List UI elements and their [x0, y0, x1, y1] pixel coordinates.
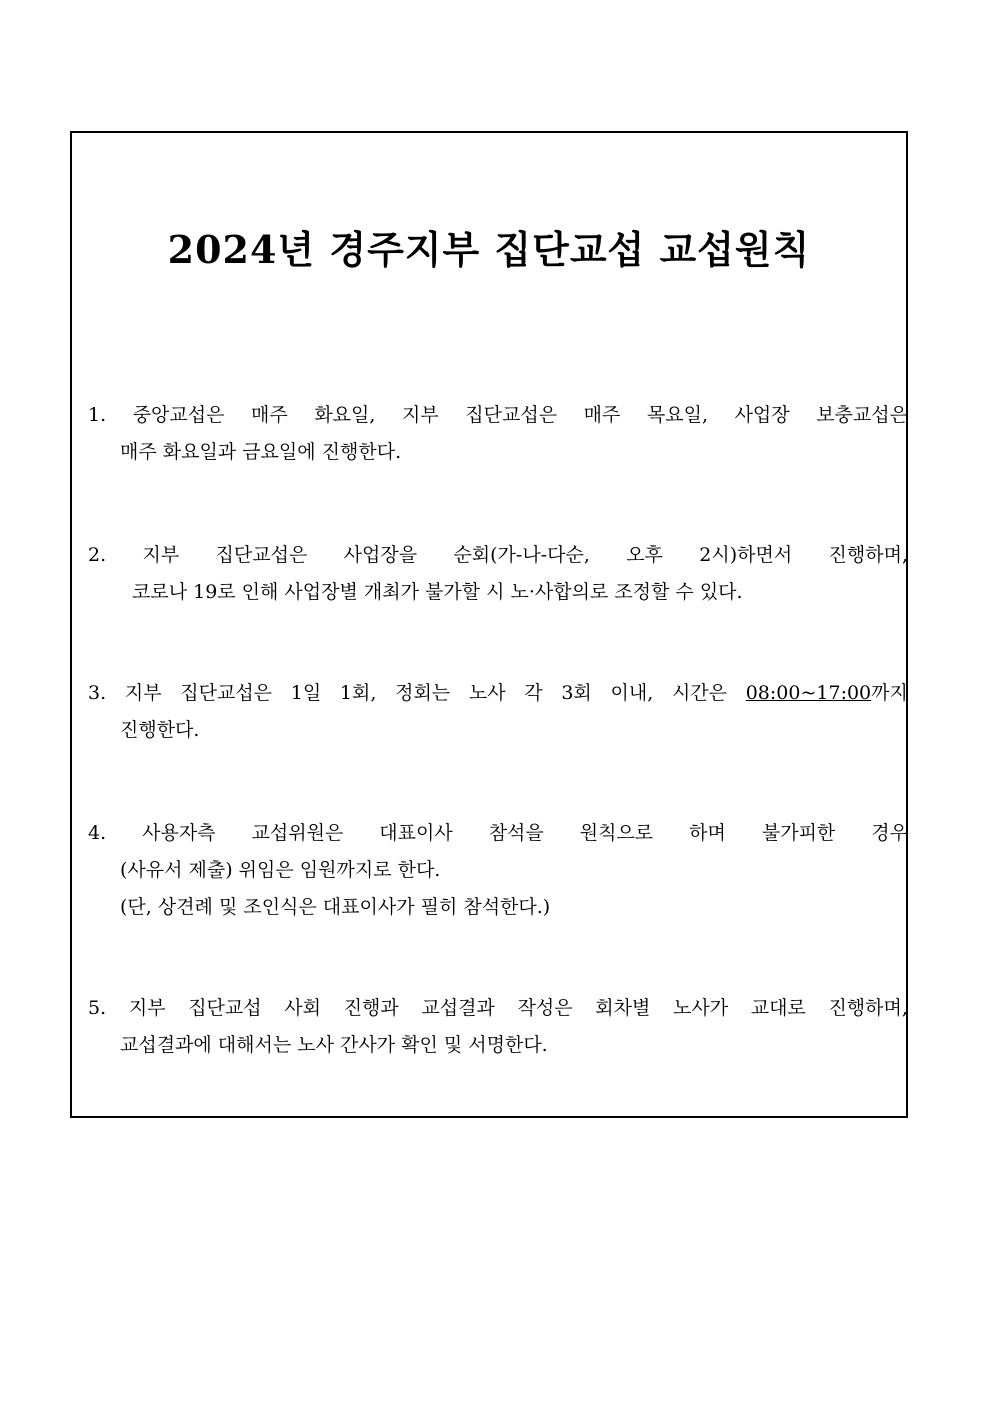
word: 노사 — [468, 682, 506, 704]
document-title: 2024년 경주지부 집단교섭 교섭원칙 — [167, 227, 811, 272]
principle-item-2 — [88, 537, 908, 611]
item-4-line-1 — [88, 815, 908, 852]
word: 집단교섭 — [188, 997, 262, 1019]
principle-item-1 — [88, 397, 908, 471]
word: 작성은 — [517, 997, 573, 1019]
word: 진행과 — [343, 997, 399, 1019]
word: 교섭위원은 — [251, 822, 344, 844]
document-frame — [70, 131, 908, 1118]
item-5-line-2: 교섭결과에 대해서는 노사 간사가 확인 및 서명한다. — [120, 1034, 548, 1056]
item-3-line-2: 진행한다. — [120, 719, 200, 741]
word: 순회(가-나-다순, — [453, 544, 590, 566]
item-number: 5. — [88, 997, 107, 1019]
word: 불가피한 — [761, 822, 836, 844]
word: 매주 — [251, 404, 288, 426]
word: 시간은 — [671, 682, 728, 704]
principle-item-3 — [88, 675, 908, 749]
word: 지부 — [142, 544, 180, 566]
word: 지부 — [128, 997, 166, 1019]
word: 매주 — [583, 404, 621, 426]
word: 하며 — [689, 822, 726, 844]
word: 노사가 — [672, 997, 729, 1019]
word: 원칙으로 — [579, 822, 654, 844]
word: 회차별 — [595, 997, 651, 1019]
item-4-line-3: (단, 상견례 및 조인식은 대표이사가 필히 참석한다.) — [120, 896, 551, 918]
time-range — [746, 675, 908, 712]
word: 집단교섭은 — [180, 682, 273, 704]
word: 집단교섭은 — [215, 544, 308, 566]
item-number: 4. — [88, 822, 107, 844]
item-4-line-2: (사유서 제출) 위임은 임원까지로 한다. — [120, 859, 441, 881]
word: 2시)하면서 — [699, 544, 793, 566]
item-number: 3. — [88, 682, 107, 704]
word: 1일 — [290, 682, 322, 704]
word: 사업장 — [734, 404, 790, 426]
word: 진행하며, — [828, 997, 908, 1019]
word: 이내, — [610, 682, 654, 704]
item-2-line-1 — [88, 537, 908, 574]
word: 지부 — [402, 404, 439, 426]
word: 대표이사 — [379, 822, 453, 844]
principle-item-4 — [88, 815, 908, 926]
word: 진행하며, — [828, 544, 908, 566]
item-1-line-2: 매주 화요일과 금요일에 진행한다. — [120, 441, 402, 463]
word: 정회는 — [395, 682, 451, 704]
item-2-line-2: 코로나 19로 인해 사업장별 개최가 불가할 시 노·사합의로 조정할 수 있다. — [132, 581, 743, 603]
word: 각 — [524, 682, 543, 704]
time-suffix: 까지 — [871, 682, 908, 704]
item-number: 2. — [88, 544, 107, 566]
word: 경우 — [871, 822, 908, 844]
word: 집단교섭은 — [465, 404, 558, 426]
item-1-line-1 — [88, 397, 908, 434]
word: 1회, — [339, 682, 377, 704]
word: 교섭결과 — [421, 997, 495, 1019]
word: 목요일, — [646, 404, 709, 426]
item-5-line-1 — [88, 990, 908, 1027]
word: 3회 — [561, 682, 592, 704]
word: 사업장을 — [343, 544, 418, 566]
word: 보충교섭은 — [816, 404, 908, 426]
word: 중앙교섭은 — [132, 404, 225, 426]
word: 오후 — [626, 544, 663, 566]
word: 사회 — [284, 997, 322, 1019]
time-value: 08:00~17:00 — [745, 682, 872, 704]
word: 지부 — [124, 682, 162, 704]
item-number: 1. — [88, 404, 107, 426]
word: 참석을 — [488, 822, 544, 844]
word: 사용자측 — [142, 822, 216, 844]
word: 화요일, — [314, 404, 376, 426]
principle-item-5 — [88, 990, 908, 1064]
item-3-line-1 — [88, 675, 908, 712]
word: 교대로 — [750, 997, 806, 1019]
